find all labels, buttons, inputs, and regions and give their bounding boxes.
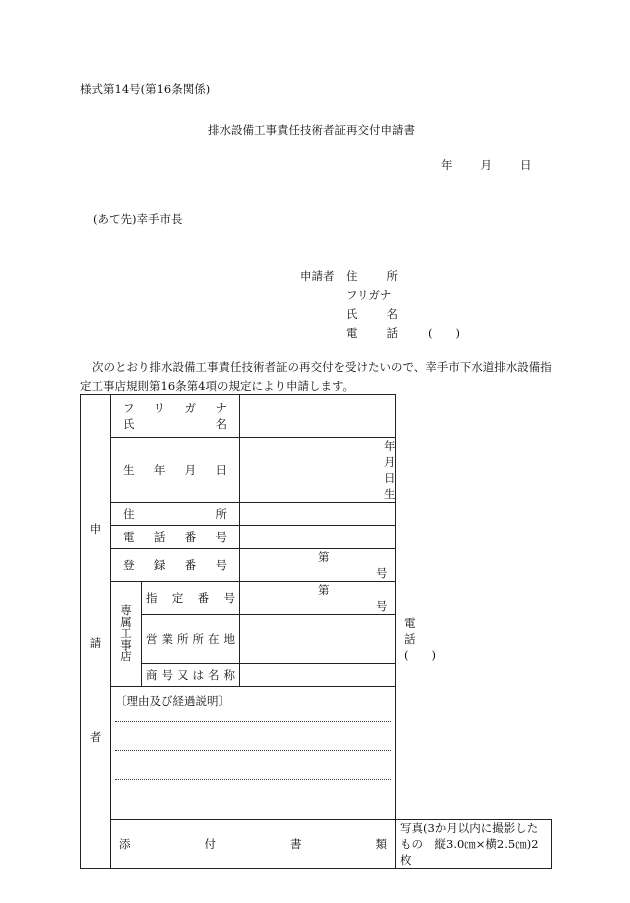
dob-value-cell[interactable] [240, 438, 419, 503]
document-title: 排水設備工事責任技術者証再交付申請書 [208, 123, 415, 137]
date-day: 日 [520, 158, 532, 172]
table-row [81, 395, 552, 438]
name-label: 氏名 [346, 307, 398, 321]
form-number: 様式第14号(第16条関係) [80, 82, 211, 96]
address-value-cell[interactable] [240, 503, 396, 526]
address-label: 住所 [346, 269, 398, 283]
furigana-label: フリガナ [346, 288, 392, 302]
affiliated-char: 事 [120, 637, 132, 652]
table-row [81, 582, 552, 615]
reason-line [115, 709, 391, 722]
affiliated-char: 専 [120, 603, 132, 618]
reg-prefix: 第 [318, 550, 330, 564]
reason-line [115, 751, 391, 780]
table-row [81, 687, 552, 820]
reg-no-value-cell[interactable] [240, 549, 396, 582]
reg-suffix: 号 [376, 566, 388, 580]
affiliated-store-label [111, 582, 142, 687]
designated-prefix: 第 [318, 583, 330, 597]
office-address-value-cell[interactable] [240, 615, 436, 664]
dob-value: 年 月 日生 [384, 439, 419, 501]
designated-no-label: 指定番号 [146, 591, 235, 605]
designated-suffix: 号 [376, 599, 388, 613]
table-row [81, 549, 552, 582]
trade-name-label: 商号又は名称 [146, 668, 235, 682]
designated-no-value-cell[interactable] [240, 582, 396, 615]
furigana-name-label [111, 395, 240, 438]
table-row [81, 438, 552, 503]
address-row-label: 住所 [123, 507, 227, 521]
attachment-label: 添付書類 [119, 837, 387, 851]
phone-label: 電話 [346, 326, 398, 340]
table-row [81, 615, 552, 664]
name-row-label: 氏名 [123, 417, 227, 431]
affiliated-char: 工 [120, 626, 132, 641]
reason-cell[interactable] [111, 687, 396, 820]
dob-label: 生年月日 [123, 463, 227, 477]
application-table [80, 394, 552, 869]
office-address-label: 営業所所在地 [146, 632, 235, 646]
side-label-char: 者 [89, 729, 102, 744]
side-label-char: 申 [89, 521, 102, 536]
body-text [80, 358, 560, 396]
date-line [441, 157, 532, 173]
addressee: (あて先)幸手市長 [93, 212, 183, 226]
furigana-row-label: フリガナ [123, 401, 227, 415]
reason-label: 〔理由及び経過説明〕 [115, 694, 230, 708]
affiliated-char: 店 [120, 649, 132, 664]
applicant-label: 申請者 [300, 269, 335, 283]
date-year: 年 [441, 158, 453, 172]
side-label-char: 請 [89, 635, 102, 650]
table-row [81, 526, 552, 549]
table-row [81, 503, 552, 526]
side-label-applicant [81, 395, 111, 869]
table-row [81, 664, 552, 687]
phone-value-cell[interactable] [240, 526, 396, 549]
phone-row-label: 電話番号 [123, 530, 227, 544]
office-phone: 電話 ( ) [404, 616, 436, 662]
reason-line [115, 722, 391, 751]
date-month: 月 [480, 158, 492, 172]
attachment-value: 写真(3か月以内に撮影したもの 縦3.0㎝×横2.5㎝)2枚 [396, 820, 552, 869]
body-text-content: 次のとおり排水設備工事責任技術者証の再交付を受けたいので、幸手市下水道排水設備指定工事店規則第16条第4項の規定により申請します。 [80, 360, 552, 393]
trade-name-value-cell[interactable] [240, 664, 396, 687]
reg-no-label: 登録番号 [123, 558, 227, 572]
table-row [81, 820, 552, 869]
name-value-cell[interactable] [240, 395, 396, 438]
applicant-block [300, 267, 460, 343]
phone-paren: ( ) [428, 326, 460, 340]
affiliated-char: 属 [120, 614, 132, 629]
